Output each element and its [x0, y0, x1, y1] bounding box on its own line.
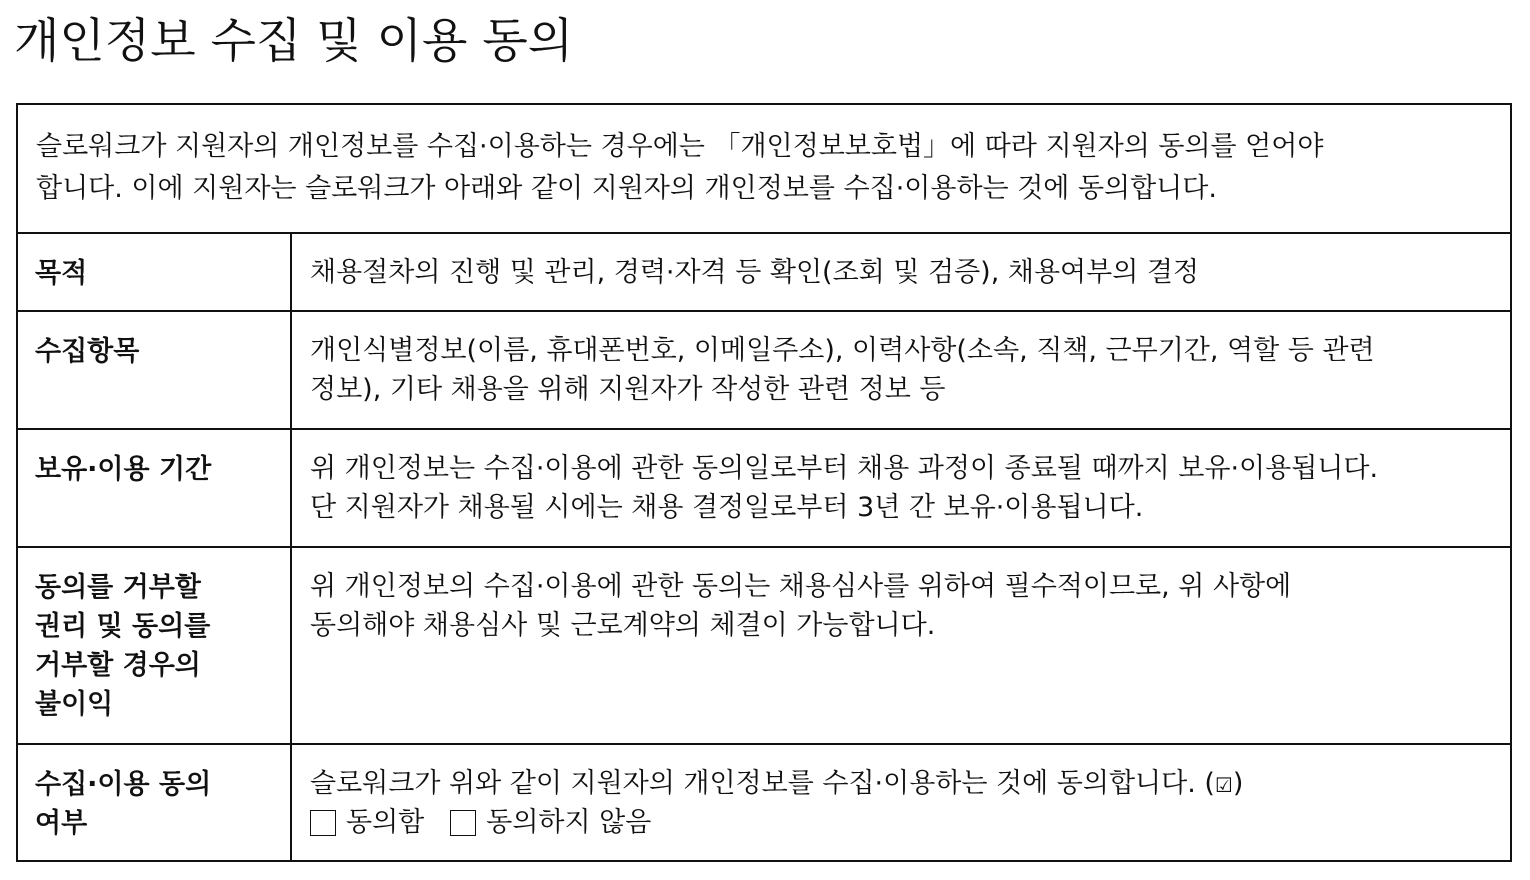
- agree-label: 동의함: [346, 807, 425, 838]
- page-title: 개인정보 수집 및 이용 동의: [14, 14, 574, 69]
- row-label-text: 권리 및 동의를: [35, 611, 211, 642]
- row-label-text: 수집항목: [35, 336, 140, 367]
- row-content: [292, 312, 1510, 428]
- row-label: [18, 745, 292, 860]
- disagree-option[interactable]: [450, 803, 651, 842]
- intro-paragraph: [18, 105, 1510, 234]
- row-label-text: 거부할 경우의: [35, 650, 201, 681]
- checkbox-checked-icon: ☑: [1214, 772, 1233, 797]
- row-label-text: 목적: [35, 258, 88, 289]
- row-content: [292, 745, 1510, 860]
- table-row-consent-choice: [18, 745, 1510, 860]
- row-label-text: 보유·이용 기간: [35, 454, 212, 485]
- table-row-collected-items: [18, 312, 1510, 430]
- disagree-label: 동의하지 않음: [486, 807, 652, 838]
- row-label-text: 불이익: [35, 689, 114, 720]
- consent-statement-suffix: ): [1232, 768, 1244, 799]
- row-content-text: 채용절차의 진행 및 관리, 경력·자격 등 확인(조회 및 검증), 채용여부의 결정: [310, 257, 1200, 288]
- intro-line-2: 합니다. 이에 지원자는 슬로워크가 아래와 같이 지원자의 개인정보를 수집·이용하는 것에 동의합니다.: [36, 173, 1217, 204]
- row-content: [292, 548, 1510, 743]
- row-content: [292, 234, 1510, 310]
- row-label: [18, 234, 292, 310]
- table-row-purpose: [18, 234, 1510, 312]
- row-label: [18, 548, 292, 743]
- agree-option[interactable]: [310, 803, 424, 842]
- table-row-right-to-refuse: [18, 548, 1510, 745]
- disagree-checkbox[interactable]: [450, 810, 476, 836]
- row-content-text: 위 개인정보는 수집·이용에 관한 동의일로부터 채용 과정이 종료될 때까지 보유·이용됩니다.: [310, 453, 1379, 484]
- consent-options: [310, 803, 1496, 842]
- row-content-text: 개인식별정보(이름, 휴대폰번호, 이메일주소), 이력사항(소속, 직책, 근무기간, 역할 등 관련: [310, 335, 1375, 366]
- row-content-text: 동의해야 채용심사 및 근로계약의 체결이 가능합니다.: [310, 610, 936, 641]
- row-label-text: 여부: [35, 808, 88, 839]
- row-content-text: 단 지원자가 채용될 시에는 채용 결정일로부터 3년 간 보유·이용됩니다.: [310, 492, 1144, 523]
- row-label-text: 동의를 거부할: [35, 572, 201, 603]
- row-label: [18, 312, 292, 428]
- intro-line-1: 슬로워크가 지원자의 개인정보를 수집·이용하는 경우에는 「개인정보보호법」에 따라 지원자의 동의를 얻어야: [36, 131, 1324, 162]
- consent-table: [16, 103, 1512, 862]
- row-content-text: 위 개인정보의 수집·이용에 관한 동의는 채용심사를 위하여 필수적이므로, 위 사항에: [310, 571, 1292, 602]
- row-content: [292, 430, 1510, 546]
- agree-checkbox[interactable]: [310, 810, 336, 836]
- row-content-text: 정보), 기타 채용을 위해 지원자가 작성한 관련 정보 등: [310, 374, 946, 405]
- table-row-retention-period: [18, 430, 1510, 548]
- row-label-text: 수집·이용 동의: [35, 769, 212, 800]
- row-label: [18, 430, 292, 546]
- consent-statement-text: 슬로워크가 위와 같이 지원자의 개인정보를 수집·이용하는 것에 동의합니다. (: [310, 768, 1215, 799]
- consent-statement: [310, 764, 1496, 803]
